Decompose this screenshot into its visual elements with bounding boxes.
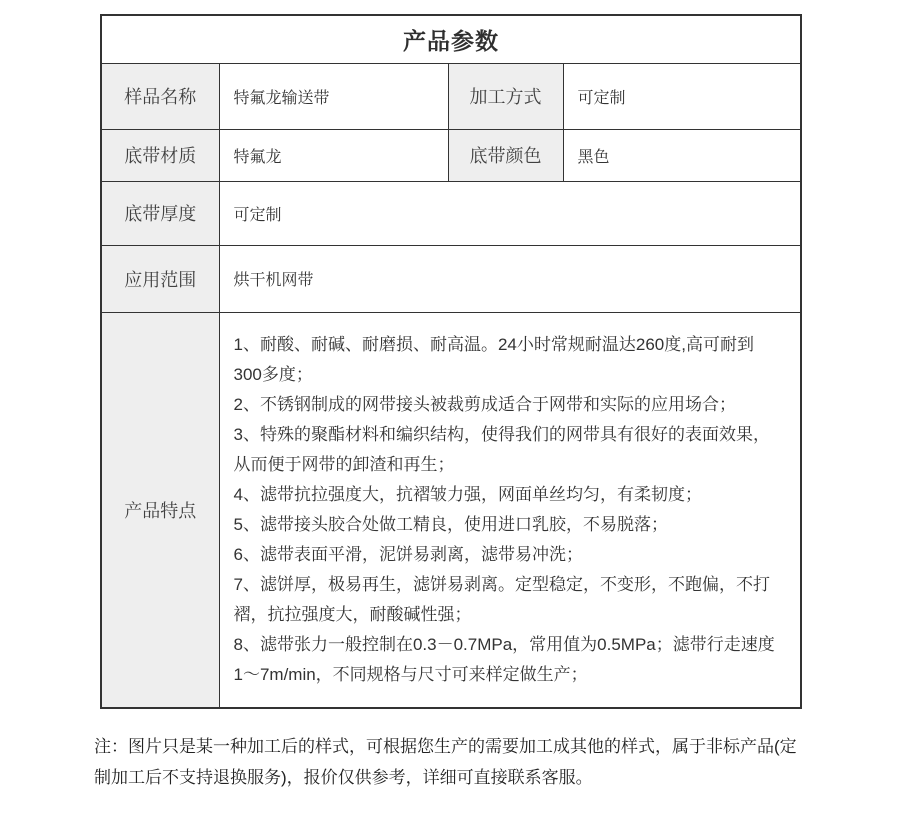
feature-item: 8、滤带张力一般控制在0.3－0.7MPa，常用值为0.5MPa；滤带行走速度1～7m/min，不同规格与尺寸可来样定做生产； [233,634,775,684]
product-features-label: 产品特点 [101,312,219,708]
feature-item: 6、滤带表面平滑，泥饼易剥离，滤带易冲洗； [233,544,583,564]
feature-item: 2、不锈钢制成的网带接头被裁剪成适合于网带和实际的应用场合； [233,394,736,414]
base-thickness-value: 可定制 [219,181,801,245]
base-material-label: 底带材质 [101,129,219,181]
processing-method-label: 加工方式 [448,63,563,129]
table-row [101,245,801,312]
product-features-list [219,312,801,708]
base-color-label: 底带颜色 [448,129,563,181]
table-row [101,63,801,129]
feature-item: 5、滤带接头胶合处做工精良，使用进口乳胶，不易脱落； [233,514,668,534]
feature-item: 1、耐酸、耐碱、耐磨损、耐高温。24小时常规耐温达260度,高可耐到300多度； [233,334,754,384]
processing-method-value: 可定制 [563,63,801,129]
base-material-value: 特氟龙 [219,129,448,181]
product-parameters-section [100,14,800,709]
table-title: 产品参数 [101,15,801,63]
base-color-value: 黑色 [563,129,801,181]
application-range-value: 烘干机网带 [219,245,801,312]
sample-name-value: 特氟龙输送带 [219,63,448,129]
feature-item: 3、特殊的聚酯材料和编织结构，使得我们的网带具有很好的表面效果，从而便于网带的卸渣和再生； [233,424,770,474]
table-row [101,312,801,708]
footer-note: 注：图片只是某一种加工后的样式，可根据您生产的需要加工成其他的样式，属于非标产品(定制加工后不支持退换服务)，报价仅供参考，详细可直接联系客服。 [94,737,797,787]
feature-item: 4、滤带抗拉强度大，抗褶皱力强，网面单丝均匀，有柔韧度； [233,484,702,504]
table-row [101,129,801,181]
sample-name-label: 样品名称 [101,63,219,129]
base-thickness-label: 底带厚度 [101,181,219,245]
product-parameters-table [100,14,802,709]
application-range-label: 应用范围 [101,245,219,312]
table-row [101,181,801,245]
feature-item: 7、滤饼厚，极易再生，滤饼易剥离。定型稳定，不变形，不跑偏，不打褶，抗拉强度大，耐酸碱性强； [233,574,770,624]
table-header-row [101,15,801,63]
